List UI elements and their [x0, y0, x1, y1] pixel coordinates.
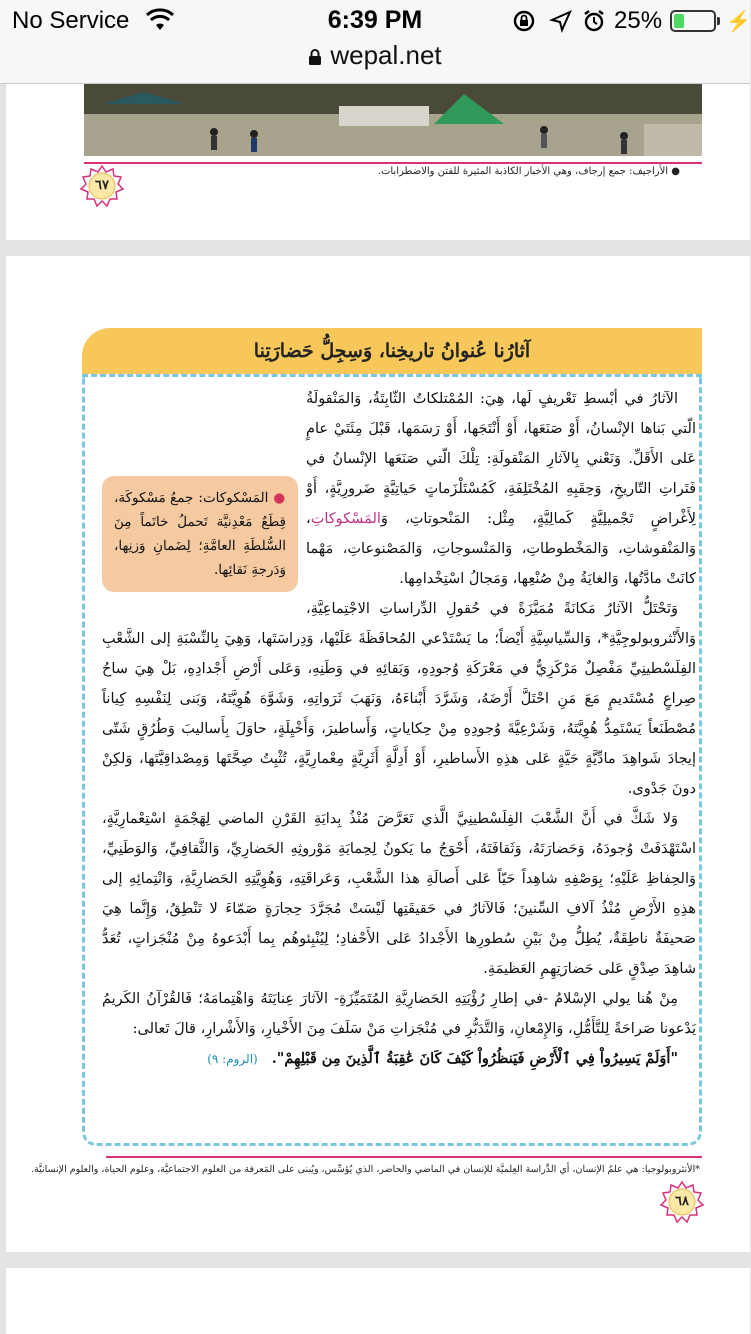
status-bar	[0, 0, 750, 40]
footnote: *الأنثروبولوجيا: هي علمُ الإنسان، أي الدِّراسة العِلميَّة للإنسان في الماضي والحاضر، الذي يُؤسِّس، ويُبنى على المَعرفة من العلوم الاجتماعيَّة، وعلوم الحياة، والعلوم الإنسانيَّة.	[31, 1164, 700, 1175]
side-note	[102, 476, 298, 592]
page-number: ٦٨	[675, 1194, 689, 1209]
side-note-text: جمعُ مَسْكوكَة، قِطَعٌ مَعْدِنيَّة تَحملُ خاتَماً مِنَ السُّلطَةِ العامَّةِ؛ لِضَمانِ وَزنِها، وَدَرجةِ نَقائِها.	[114, 490, 286, 578]
caption-divider	[84, 162, 702, 164]
paragraph-1	[102, 384, 696, 594]
quran-quote: "أَوَلَمْ يَسِيرُواْ فِي ٱلْأَرْضِ فَيَنظُرُواْ كَيْفَ كَانَ عَٰقِبَةُ ٱلَّذِينَ مِن قَبْلِهِمْ".	[271, 1050, 678, 1067]
charging-bolt-icon: ⚡	[726, 11, 751, 33]
market-photo	[84, 84, 702, 156]
textbook-page	[6, 256, 750, 1252]
battery-percent: 25%	[614, 7, 663, 34]
article-body	[102, 384, 696, 1074]
footnote-divider	[106, 1156, 702, 1158]
quran-quote-line	[102, 1044, 696, 1074]
photo-caption: ● الأراجيف: جمع إرجاف، وهي الأخبار الكاذبة المثيرة للفتن والاضطرابات.	[377, 166, 680, 177]
page-number-badge	[80, 164, 124, 208]
paragraph-1-text: الآثارُ في أبْسطِ تَعْريفٍ لَها، هِيَ: المُمْتلكاتُ الثّابِتَةُ، وَالمَنْقولَةُ الّتي بَناها الإنْسانُ، أَوْ صَنَعَها، أَوْ أَنْتَجَها، أَوْ رَسَمَها، قَبْلَ مِئَتَيْ عامٍ عَلى الأَقَلِّ. وَنَعْني بِالآثارِ المَنْقولَةِ: تِلْكَ الّتي صَنَعَها الإنْسانُ في فَتَراتِ التّاريخِ، وَحِقَبِهِ المُخْتَلِفَةِ، كَمُسْتَلْزَماتٍ حَياتِيَّةٍ ضَرورِيَّةٍ، أَوْ لِأَغْراضٍ تَجْميلِيَّةٍ كَمالِيَّةٍ، مِثْل: المَنْحوتاتِ، وَ	[306, 391, 696, 527]
paragraph-4: مِنْ هُنا يولي الإسْلامُ -في إطارِ رُؤْيَتِهِ الحَضارِيَّةِ المُتَمَيِّزَةِ- الآثارَ عِنايَتَهُ وَاهْتِمامَهُ؛ فَالقُرْآنُ الكَريمُ يَدْعونا صَراحَةً لِلتَّأَمُّلِ، وَالإِمْعانِ، وَالتَّدَبُّرِ في مُنْجَزاتِ مَنْ سَلَفَ مِنَ الأَخْيارِ، وَالأَشْرارِ، قالَ تَعالى:	[102, 991, 696, 1037]
page-number-badge	[660, 1180, 704, 1224]
quran-reference: (الروم: ٩)	[207, 1052, 258, 1066]
lock-icon	[308, 49, 322, 65]
battery-tip	[717, 17, 720, 25]
paragraph-1-tail: ، وَالمَنْقوشاتِ، وَالمَخْطوطاتِ، وَالمَنْسوجاتِ، وَالمَصْنوعاتِ، مَهْما كانَتْ مادَّتُها، وَالغايَةُ مِنْ صُنْعِها، وَمَجالُ اسْتِخْدامِها.	[306, 511, 696, 587]
battery-icon	[670, 10, 716, 32]
address-bar[interactable]	[0, 40, 750, 74]
status-time: 6:39 PM	[327, 6, 423, 34]
previous-page	[6, 84, 750, 240]
page-number: ٦٧	[95, 178, 109, 193]
bullet-icon: ●	[268, 490, 286, 506]
next-page	[6, 1268, 750, 1334]
alarm-icon	[582, 9, 606, 33]
rotation-lock-icon	[512, 9, 536, 33]
market-photo-art	[84, 84, 702, 156]
side-note-term: المَسْكوكات:	[198, 490, 269, 506]
page-title: آثارُنا عُنوانُ تاريخِنا، وَسِجِلُّ حَضارَتِنا	[253, 340, 531, 362]
highlighted-term: المَسْكوكاتِ	[310, 511, 381, 527]
location-icon	[550, 10, 572, 32]
paragraph-2: وَتَحْتَلُّ الآثارُ مَكانَةً مُمَيَّزَةً في حُقولِ الدِّراساتِ الاجْتِماعِيَّةِ، وَالأَنْثروبولوجِيَّةِ*، وَالسِّياسِيَّةِ أَيْضاً؛ ما يَسْتَدْعي المُحافَظَةَ عَلَيْها، وَدِراسَتَها، وَهِيَ بِالنِّسْبَةِ إلى الشَّعْبِ الفِلَسْطينِيِّ مَفْصِلٌ مَرْكَزِيٌّ في مَعْرَكَةِ وُجودِهِ، وَبَقائِهِ في وَطَنِهِ، وَعَلى أَرْضِ أَجْدادِهِ، بَلْ هِيَ ساحُ صِراعٍ مُسْتَديمٍ مَعَ مَنِ احْتَلَّ أَرْضَهُ، وَشَرَّدَ أَبْناءَهُ، وَنَهَبَ ثَرَواتِهِ، وَشَوَّهَ هُوِيَّتَهُ، وَبَنى لِنَفْسِهِ كِياناً مُصْطَنَعاً يَسْتَمِدُّ هُوِيَّتَهُ، وَشَرْعِيَّةَ وُجودِهِ مِنْ حِكاياتٍ، وَأَساطيرَ، وَأَخْيِلَةٍ، حاوَلَ بِأَساليبَ وَطُرُقٍ شَتّى إيجادَ شَواهِدَ مادِّيَّةٍ حَيَّةٍ عَلى هذِهِ الأَساطيرِ، أَوْ أَدِلَّةٍ أَثَرِيَّةٍ مِعْمارِيَّةٍ، تُثْبِتُ صِحَّتَها وَمِصْداقِيَّتَها، وَلكِنْ دونَ جَدْوى.	[102, 601, 696, 797]
browser-chrome	[0, 0, 750, 84]
url-text[interactable]: wepal.net	[330, 40, 442, 70]
carrier-label: No Service	[12, 7, 130, 34]
paragraph-3: وَلا شَكَّ في أَنَّ الشَّعْبَ الفِلَسْطينِيَّ الَّذي تَعَرَّضَ مُنْذُ بِدايَةِ القَرْنِ الماضي لِهَجْمَةٍ اسْتِعْمارِيَّةٍ، اسْتَهْدَفَتْ وُجودَهُ، وَحَضارَتَهُ، وَثَقافَتَهُ، أَحْوَجُ ما يَكونُ لِحِمايَةِ مَوْروثِهِ الحَضارِيِّ، وَالثَّقافِيِّ، وَالوَطَنِيِّ، وَالحِفاظِ عَلَيْهِ؛ بِوَصْفِهِ شاهِداً حَيّاً عَلى أَصالَةِ هذا الشَّعْبِ، وَعَراقَتِهِ، وَهُوِيَّتِهِ الحَضارِيَّةِ، وَانْتِمائِهِ إلى هذِهِ الأَرْضِ مُنْذُ آلافِ السِّنينَ؛ فَالآثارُ في حَقيقَتِها لَيْسَتْ مُجَرَّدَ حِجارَةٍ صَمّاءَ لا تَنْطِقُ، وَإِنَّما هِيَ صَحيفَةٌ ناطِقَةٌ، يُطِلُّ مِنْ بَيْنِ سُطورِها الأَجْدادُ عَلى الأَحْفادِ؛ لِيُنْبِئوهُم بِما أَبْدَعوهُ مِنْ مُنْجَزاتٍ، تُعَدُّ شاهِدَ صِدْقٍ عَلى حَضارَتِهِمِ العَظيمَةِ.	[102, 811, 696, 977]
battery-level	[674, 14, 684, 28]
